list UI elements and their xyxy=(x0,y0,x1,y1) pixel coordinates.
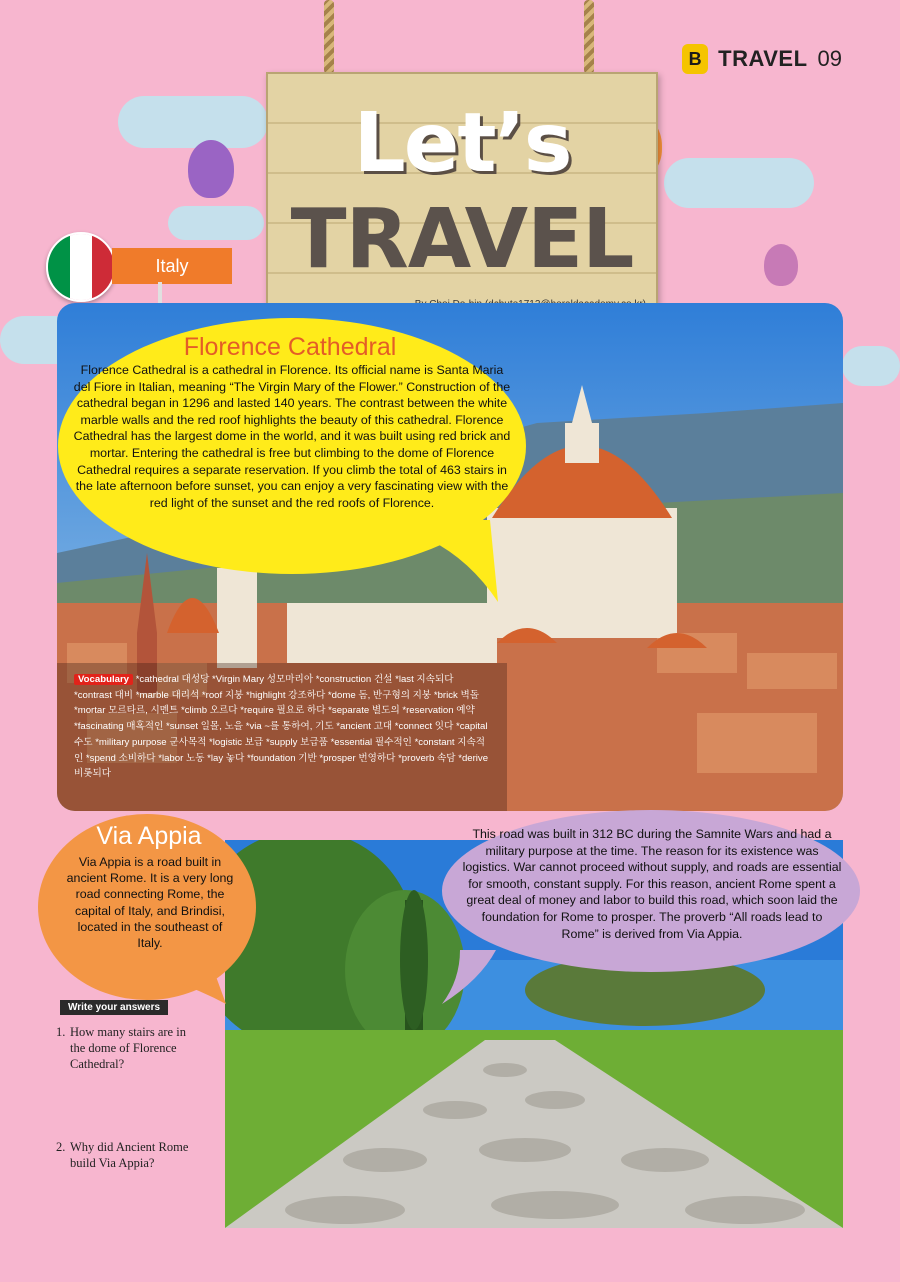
vocabulary-text: *cathedral 대성당 *Virgin Mary 성모마리아 *construction 건설 *last 지속되다 *contrast 대비 *marble 대리석 *roof 지붕 *highlight 강조하다 *dome 돔, 반구형의 지붕 *brick 벽돌 *mortar 모르타르, 시멘트 *climb 오르다 *require 필요로 하다 *separate 별도의 *reservation 예약 *fascinating 매혹적인 *sunset 일몰, 노을 *via ~를 통하여, 기도 *ancient 고대 *connect 잇다 *capital 수도 *military purpose 군사목적 *logistic 보급 *supply 보급품 *essential 필수적인 *constant 지속적인 *spend 소비하다 *labor 노동 *lay 놓다 *foundation 기반 *prosper 번영하다 *proverb 속담 *derive 비롯되다 xyxy=(74,674,489,780)
vocabulary-box xyxy=(74,672,492,782)
section-name: TRAVEL xyxy=(718,46,808,71)
bubble-tail xyxy=(170,960,230,1010)
title-line1: Let’s xyxy=(353,96,571,191)
bubble-tail xyxy=(440,950,500,1010)
page-number: 09 xyxy=(817,46,842,71)
title-sign xyxy=(266,72,658,326)
florence-description: Florence Cathedral is a cathedral in Florence. Its official name is Santa Maria del Fiore in Italian, meaning “The Virgin Mary of the Flower.” Construction of the cathedral began in 1296 and lasted 140 years. The contrast between the white marble walls and the red roof highlights the beauty of this cathedral. Florence Cathedral has the largest dome in the world, and it was built using red brick and mortar. Entering the cathedral is free but climbing to the dome of Florence Cathedral requires a separate reservation. If you climb the total of 463 stairs in the late afternoon before sunset, you can enjoy a very fascinating view with the red light of the sunset and the red roofs of Florence. xyxy=(73,363,511,510)
sign-rope xyxy=(584,0,594,74)
question-number: 1. xyxy=(56,1025,66,1039)
bubble-tail xyxy=(420,520,510,610)
balloon-icon xyxy=(764,244,798,286)
question-2 xyxy=(56,1139,216,1171)
cloud-decoration xyxy=(664,158,814,208)
italy-flag-icon xyxy=(46,232,116,302)
question-text: How many stairs are in the dome of Florence Cathedral? xyxy=(70,1025,186,1071)
cloud-decoration xyxy=(118,96,268,148)
question-1 xyxy=(56,1024,216,1072)
question-number: 2. xyxy=(56,1140,66,1154)
country-tag: Italy xyxy=(112,248,232,284)
cloud-decoration xyxy=(168,206,264,240)
write-answers-label: Write your answers xyxy=(60,1000,168,1015)
sign-rope xyxy=(324,0,334,74)
via-appia-title: Via Appia xyxy=(96,822,202,850)
road-history-text: This road was built in 312 BC during the Samnite Wars and had a military purpose at the time. The reason for its existence was logistics. War cannot proceed without supply, and roads are essential for smooth, constant supply. For this reason, ancient Rome spent a great deal of money and labor to build this road, which soon laid the foundation for Rome to prosper. The proverb “All roads lead to Rome” is derived from Via Appia. xyxy=(462,827,842,941)
cloud-decoration xyxy=(842,346,900,386)
section-header xyxy=(682,44,842,74)
brand-logo: B xyxy=(682,44,708,74)
question-text: Why did Ancient Rome build Via Appia? xyxy=(70,1140,189,1170)
via-appia-description: Via Appia is a road built in ancient Rome. It is a very long road connecting Rome, the capital of Italy, and Brindisi, located in the southeast of Italy. xyxy=(66,855,234,951)
title-line2: TRAVEL xyxy=(290,192,634,287)
florence-title: Florence Cathedral xyxy=(183,333,397,361)
vocabulary-label: Vocabulary xyxy=(74,674,133,685)
balloon-icon xyxy=(188,140,234,198)
